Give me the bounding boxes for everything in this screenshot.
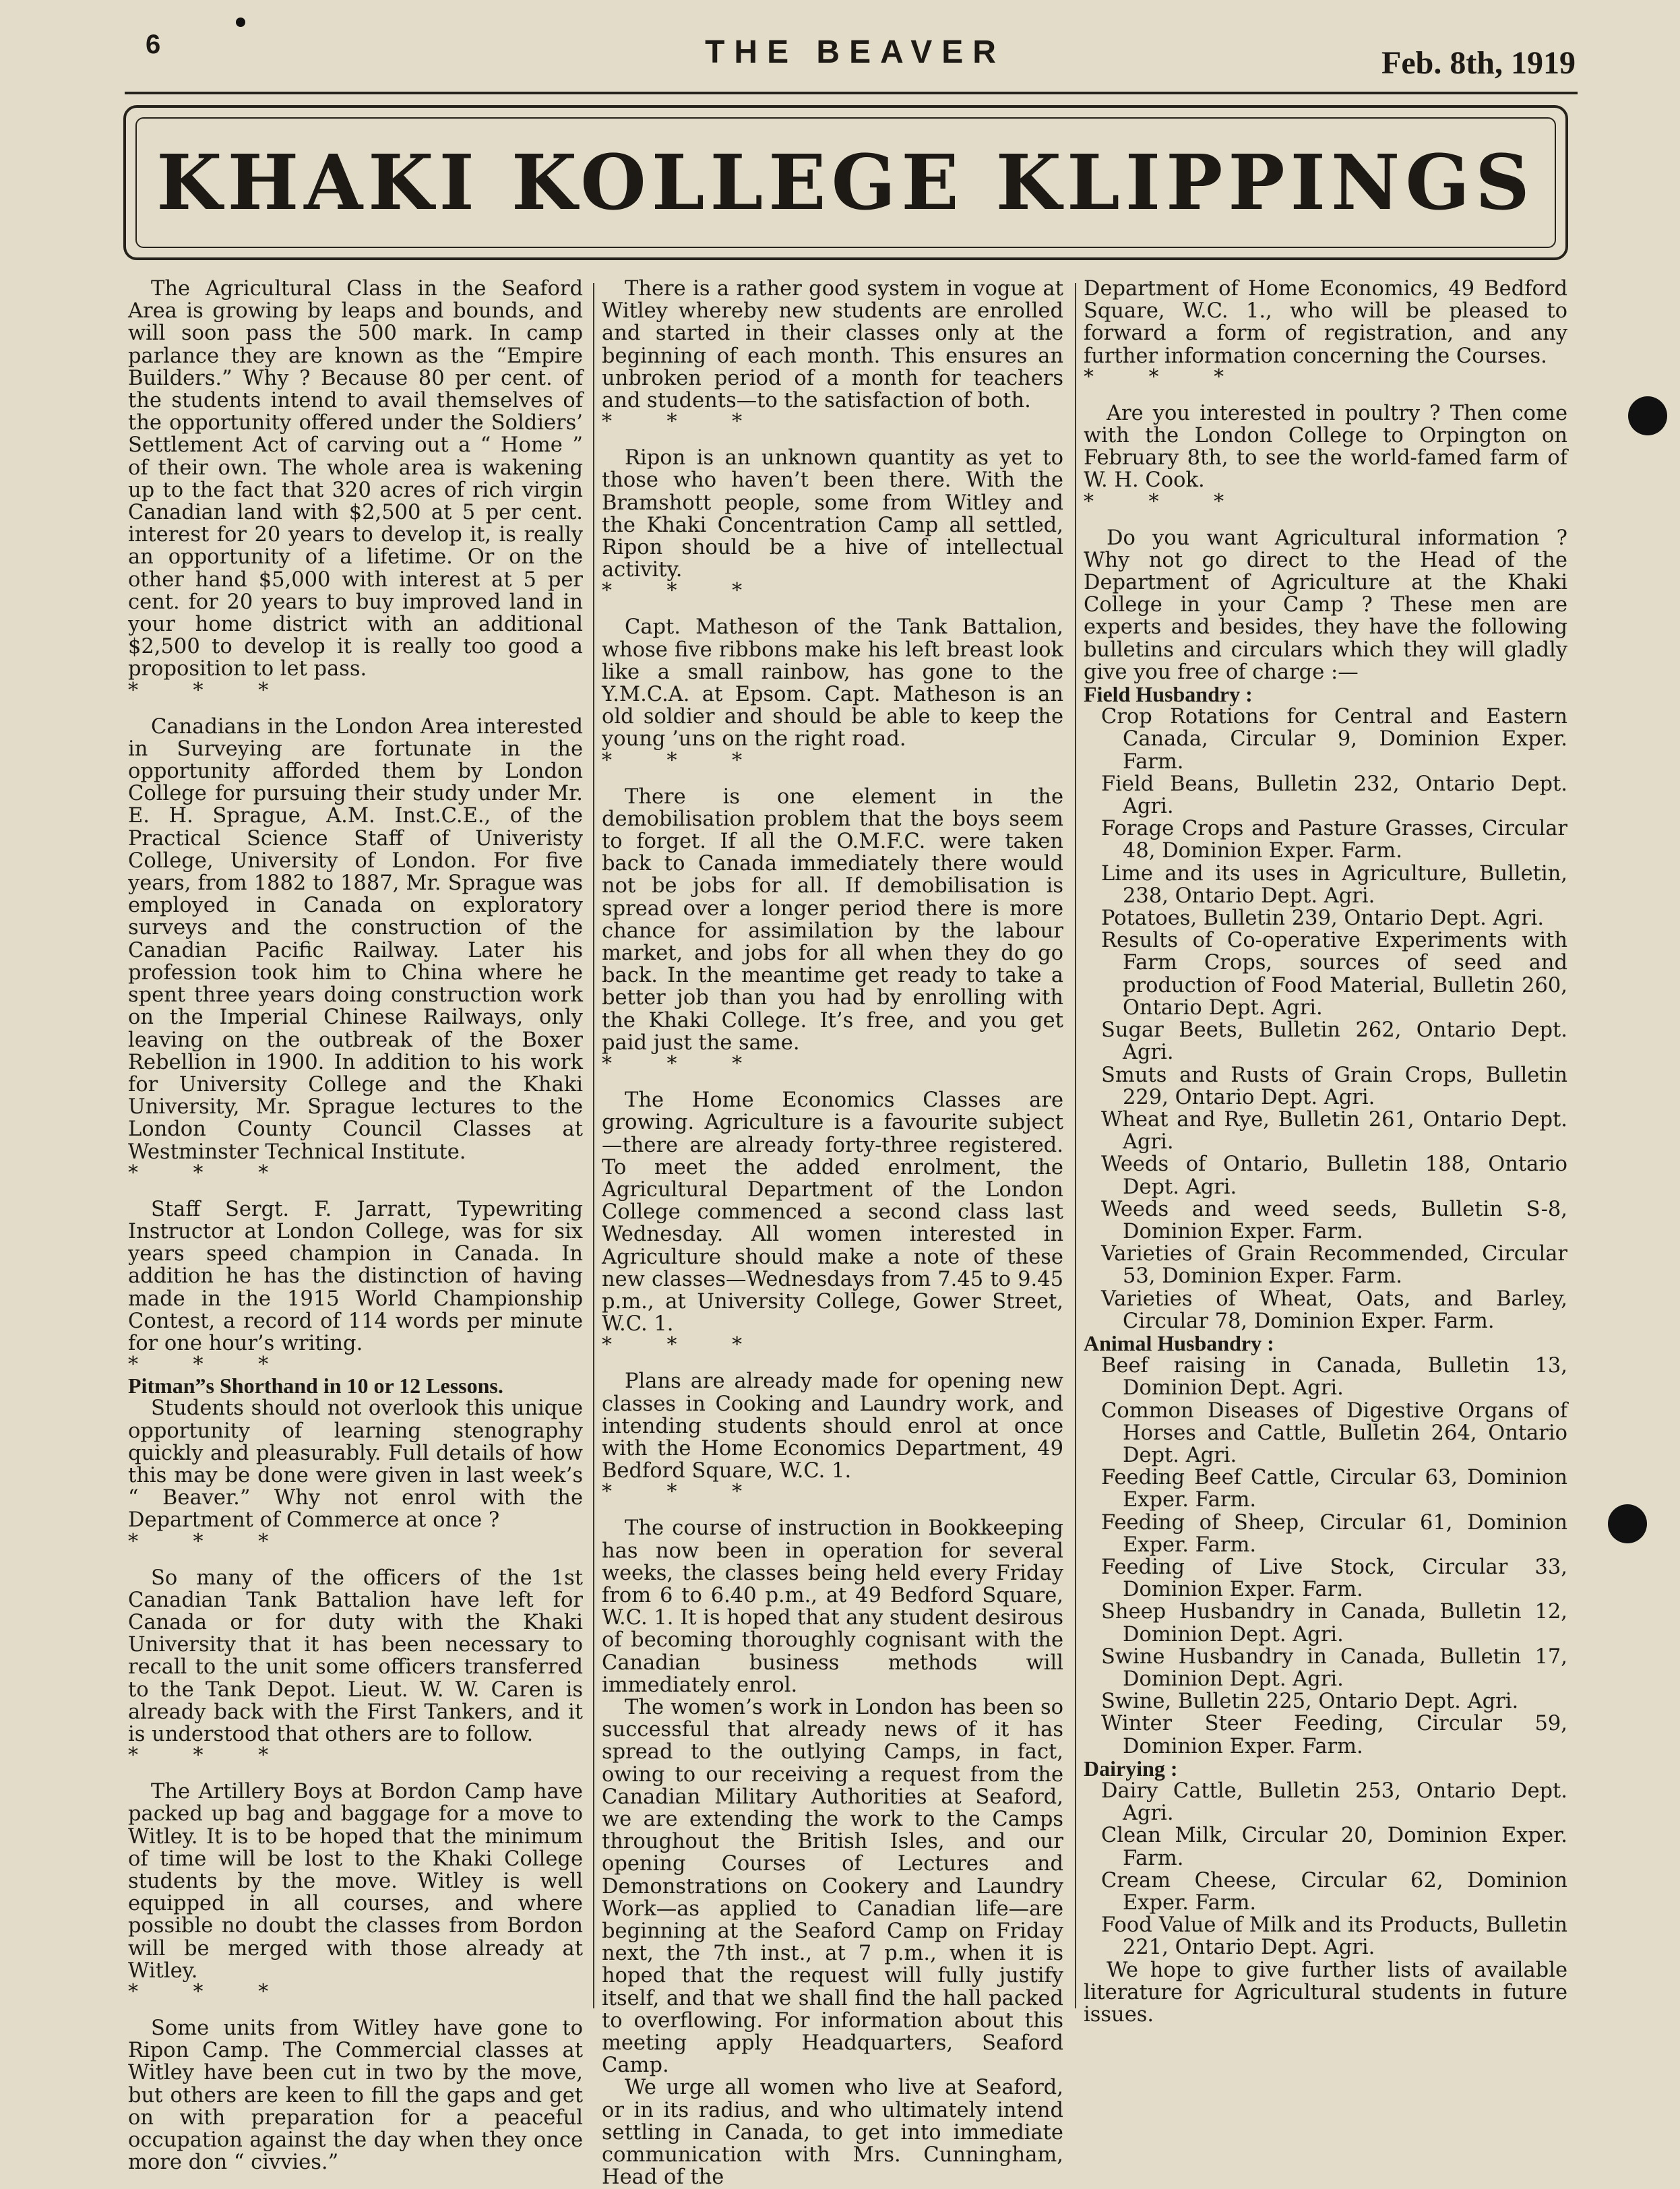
bulletin-item: Crop Rotations for Central and Eastern Canada, Circular 9, Dominion Exper. Farm. [1101, 705, 1567, 774]
spacer [128, 1552, 583, 1567]
article-paragraph: The women’s work in London has been so successful that already news of it has spread to the outlying Camps, in fact, owing to our receiving a request from the Canadian Military Authorities at Seaford, we are extending the work to the Camps throughout the British Isles, and our opening Courses of Lectures and Demonstrations on Cookery and Laundry Work—as applied to Canadian life—are beginning at the Seaford Camp on Friday next, the 7th inst., at 7 p.m., when it is hoped that the request will fully justify itself, and that we shall find the hall packed to overflowing. For information about this meeting apply Headquarters, Seaford Camp. [602, 1695, 1063, 2078]
spacer [1084, 512, 1567, 527]
article-paragraph: Canadians in the London Area interested in Surveying are fortunate in the opportunity afforded them by London College for pursuing their study under Mr. E. H. Sprague, A.M. Inst.C.E., of the Practical Science Staff of Univeristy College, University of London. For five years, from 1882 to 1887, Mr. Sprague was employed in Canada on exploratory surveys and the construction of the Canadian Pacific Railway. Later his profession took him to China where he spent three years doing construction work on the Imperial Chinese Railways, only leaving on the outbreak of the Boxer Rebellion in 1900. In addition to his work for University College and the Khaki University, Mr. Sprague lectures to the London County Council Classes at Westminster Technical Institute. [128, 714, 583, 1164]
separator: * * * [602, 748, 767, 772]
column-3 [1084, 278, 1567, 2026]
section-banner [123, 105, 1568, 260]
article-paragraph: We hope to give further lists of available literature for Agricultural students in future issues. [1084, 1958, 1567, 2027]
article-paragraph: Students should not overlook this unique opportunity of learning stenography quickly and pleasurably. Full details of how this may be done were given in last week’s “ Beaver.” Why not enrol with the Department of Commerce at once ? [128, 1396, 583, 1533]
bulletin-item: Cream Cheese, Circular 62, Dominion Exper. Farm. [1101, 1868, 1567, 1915]
article-paragraph: Do you want Agricultural information ? Why not go direct to the Head of the Department of Agriculture at the Khaki College in your Camp ? These men are experts and besides, they have the following bulletins and circulars which they will gladly give you free of charge :— [1084, 526, 1567, 684]
article-paragraph: The Agricultural Class in the Seaford Area is growing by leaps and bounds, and will soon pass the 500 mark. In camp parlance they are known as the “Empire Builders.” Why ? Because 80 per cent. of the students intend to avail themselves of the opportunity offered under the Soldiers’ Settlement Act of carving out a “ Home ” of their own. The whole area is wakening up to the fact that 320 acres of rich virgin Canadian land with $2,500 at 5 per cent. interest for 20 years to develop it, is really an opportunity of a lifetime. Or on the other hand $5,000 with interest at 5 per cent. for 20 years to buy improved land in your home district with an additional $2,500 to develop it is really too good a proposition to let pass. [128, 277, 583, 681]
ink-spot [236, 18, 245, 27]
separator: * * * [602, 579, 767, 603]
separator: * * * [602, 1333, 767, 1357]
article-subhead: Pitman”s Shorthand in 10 or 12 Lessons. [128, 1374, 503, 1398]
column-1 [128, 278, 583, 2173]
bulletin-item: Feeding of Sheep, Circular 61, Dominion Exper. Farm. [1101, 1510, 1567, 1557]
separator: * * * [602, 1052, 767, 1076]
article-paragraph: The Home Economics Classes are growing. Agriculture is a favourite subject—there are already forty-three registered. To meet the added enrolment, the Agricultural Department of the London College commenced a second class last Wednesday. All women interested in Agriculture should make a note of these new classes—Wednesdays from 7.45 to 9.45 p.m., at University College, Gower Street, W.C. 1. [602, 1088, 1063, 1336]
article-paragraph: Are you interested in poultry ? Then come with the London College to Orpington on February 8th, to see the world-famed farm of W. H. Cook. [1084, 401, 1567, 493]
bulletin-item: Wheat and Rye, Bulletin 261, Ontario Dept. Agri. [1101, 1107, 1567, 1154]
spacer [602, 771, 1063, 786]
bulletin-item: Swine, Bulletin 225, Ontario Dept. Agri. [1101, 1690, 1519, 1714]
article-paragraph: Department of Home Economics, 49 Bedford Square, W.C. 1., who will be pleased to forward a form of registration, and any further information concerning the Courses. [1084, 277, 1567, 368]
bulletin-list [1084, 706, 1567, 1332]
separator: * * * [128, 678, 293, 702]
header-rule [125, 92, 1578, 94]
article-paragraph: We urge all women who live at Seaford, or in its radius, and who ultimately intend settling in Canada, to get into immediate communication with Mrs. Cunningham, Head of the [602, 2076, 1063, 2189]
column-rule [1075, 283, 1076, 2008]
column-2 [602, 278, 1063, 2188]
bulletin-item: Weeds and weed seeds, Bulletin S-8, Dominion Exper. Farm. [1101, 1197, 1567, 1243]
separator: * * * [128, 1161, 293, 1185]
bulletin-item: Field Beans, Bulletin 232, Ontario Dept. Agri. [1101, 772, 1567, 819]
binding-hole [1608, 1504, 1647, 1543]
separator: * * * [602, 410, 767, 434]
separator: * * * [128, 1529, 293, 1553]
page-number: 6 [146, 30, 161, 59]
separator: * * * [128, 1980, 293, 2004]
masthead [135, 26, 1576, 80]
separator: * * * [1084, 489, 1249, 514]
bulletin-item: Potatoes, Bulletin 239, Ontario Dept. Agri. [1101, 906, 1545, 931]
bulletin-item: Beef raising in Canada, Bulletin 13, Dominion Dept. Agri. [1101, 1354, 1567, 1400]
bulletin-list [1084, 1355, 1567, 1758]
spacer [602, 1355, 1063, 1370]
issue-date: Feb. 8th, 1919 [1381, 45, 1576, 81]
banner-frame [135, 117, 1556, 248]
bulletin-item: Sugar Beets, Bulletin 262, Ontario Dept. Agri. [1101, 1018, 1567, 1065]
bulletin-item: Varieties of Wheat, Oats, and Barley, Circular 78, Dominion Exper. Farm. [1101, 1287, 1567, 1333]
spacer [602, 432, 1063, 447]
bulletin-item: Dairy Cattle, Bulletin 253, Ontario Dept. Agri. [1101, 1779, 1567, 1826]
bulletin-list [1084, 1780, 1567, 1959]
article-paragraph: Staff Sergt. F. Jarratt, Typewriting Instructor at London College, was for six years speed champion in Canada. In addition he has the distinction of having made in the 1915 World Championship Contest, a record of 114 words per minute for one hour’s writing. [128, 1197, 583, 1355]
bulletin-item: Feeding of Live Stock, Circular 33, Dominion Exper. Farm. [1101, 1555, 1567, 1602]
spacer [1084, 388, 1567, 402]
article-paragraph: Plans are already made for opening new classes in Cooking and Laundry work, and intending students should enrol at once with the Home Economics Department, 49 Bedford Square, W.C. 1. [602, 1369, 1063, 1483]
spacer [602, 1074, 1063, 1089]
paper-title: THE BEAVER [705, 34, 1005, 70]
bulletin-item: Forage Crops and Pasture Grasses, Circular 48, Dominion Exper. Farm. [1101, 817, 1567, 863]
banner-title: KHAKI KOLLEGE KLIPPINGS [156, 138, 1535, 227]
bulletin-item: Swine Husbandry in Canada, Bulletin 17, Dominion Dept. Agri. [1101, 1644, 1567, 1691]
article-paragraph: The Artillery Boys at Bordon Camp have packed up bag and baggage for a move to Witley. It is to be hoped that the minimum of time will be lost to the Khaki College students by the move. Witley is well equipped in all courses, and where possible no doubt the classes from Bordon will be merged with those already at Witley. [128, 1780, 583, 1983]
article-paragraph: There is a rather good system in vogue at Witley whereby new students are enrolled and started in their classes only at the beginning of each month. This ensures an unbroken period of a month for teachers and students—to the satisfaction of both. [602, 277, 1063, 413]
bulletin-item: Sheep Husbandry in Canada, Bulletin 12, Dominion Dept. Agri. [1101, 1600, 1567, 1646]
article-paragraph: There is one element in the demobilisation problem that the boys seem to forget. If all the O.M.F.C. were taken back to Canada immediately there would not be jobs for all. If demobilisation is spread over a longer period there is more chance for assimilation by the labour market, and jobs for all when they do go back. In the meantime get ready to take a better job than you had by enrolling with the Khaki College. It’s free, and you get paid just the same. [602, 784, 1063, 1055]
spacer [128, 1183, 583, 1198]
separator: * * * [128, 1744, 293, 1768]
article-paragraph: So many of the officers of the 1st Canadian Tank Battalion have left for Canada or for duty with the Khaki University that it has been necessary to recall to the unit some officers transferred to the Tank Depot. Lieut. W. W. Caren is already back with the First Tankers, and it is understood that others are to follow. [128, 1566, 583, 1746]
article-paragraph: Capt. Matheson of the Tank Battalion, whose five ribbons make his left breast look like a small rainbow, has gone to the Y.M.C.A. at Epsom. Capt. Matheson is an old soldier and should be able to keep the young ’uns on the right road. [602, 615, 1063, 751]
bulletin-item: Common Diseases of Digestive Organs of Horses and Cattle, Bulletin 264, Ontario Dept. Agri. [1101, 1398, 1567, 1467]
bulletin-item: Food Value of Milk and its Products, Bulletin 221, Ontario Dept. Agri. [1101, 1913, 1567, 1960]
bulletin-item: Winter Steer Feeding, Circular 59, Dominion Exper. Farm. [1101, 1712, 1567, 1758]
article-paragraph: Some units from Witley have gone to Ripon Camp. The Commercial classes at Witley have been cut in two by the move, but others are keen to fill the gaps and get on with preparation for a peaceful occupation against the day when they once more don “ civvies.” [128, 2016, 583, 2175]
bulletin-item: Lime and its uses in Agriculture, Bulletin, 238, Ontario Dept. Agri. [1101, 861, 1567, 908]
bulletin-item: Smuts and Rusts of Grain Crops, Bulletin 229, Ontario Dept. Agri. [1101, 1063, 1567, 1109]
bulletin-item: Weeds of Ontario, Bulletin 188, Ontario Dept. Agri. [1101, 1152, 1567, 1199]
binding-hole [1628, 396, 1667, 435]
column-rule [593, 283, 594, 2008]
spacer [128, 701, 583, 716]
article-paragraph: The course of instruction in Bookkeeping has now been in operation for several weeks, the classes being held every Friday from 6 to 6.40 p.m., at 49 Bedford Square, W.C. 1. It is hoped that any student desirous of becoming thoroughly cognisant with the Canadian business methods will immediately enrol. [602, 1516, 1063, 1697]
spacer [128, 1766, 583, 1781]
article-paragraph: Ripon is an unknown quantity as yet to those who haven’t been there. With the Bramshott people, some from Witley and the Khaki Concentration Camp all settled, Ripon should be a hive of intellectual activity. [602, 446, 1063, 582]
bulletin-item: Feeding Beef Cattle, Circular 63, Dominion Exper. Farm. [1101, 1466, 1567, 1512]
list-subhead: Dairying : [1084, 1756, 1178, 1781]
separator: * * * [602, 1480, 767, 1504]
bulletin-item: Varieties of Grain Recommended, Circular 53, Dominion Exper. Farm. [1101, 1242, 1567, 1289]
separator: * * * [1084, 365, 1249, 389]
separator: * * * [128, 1353, 293, 1377]
bulletin-item: Results of Co-operative Experiments with Farm Crops, sources of seed and production of Food Material, Bulletin 260, Ontario Dept. Agri. [1101, 929, 1567, 1020]
bulletin-item: Clean Milk, Circular 20, Dominion Exper. Farm. [1101, 1824, 1567, 1870]
spacer [602, 601, 1063, 616]
list-subhead: Field Husbandry : [1084, 682, 1253, 707]
spacer [128, 2002, 583, 2017]
spacer [602, 1502, 1063, 1517]
list-subhead: Animal Husbandry : [1084, 1330, 1274, 1355]
